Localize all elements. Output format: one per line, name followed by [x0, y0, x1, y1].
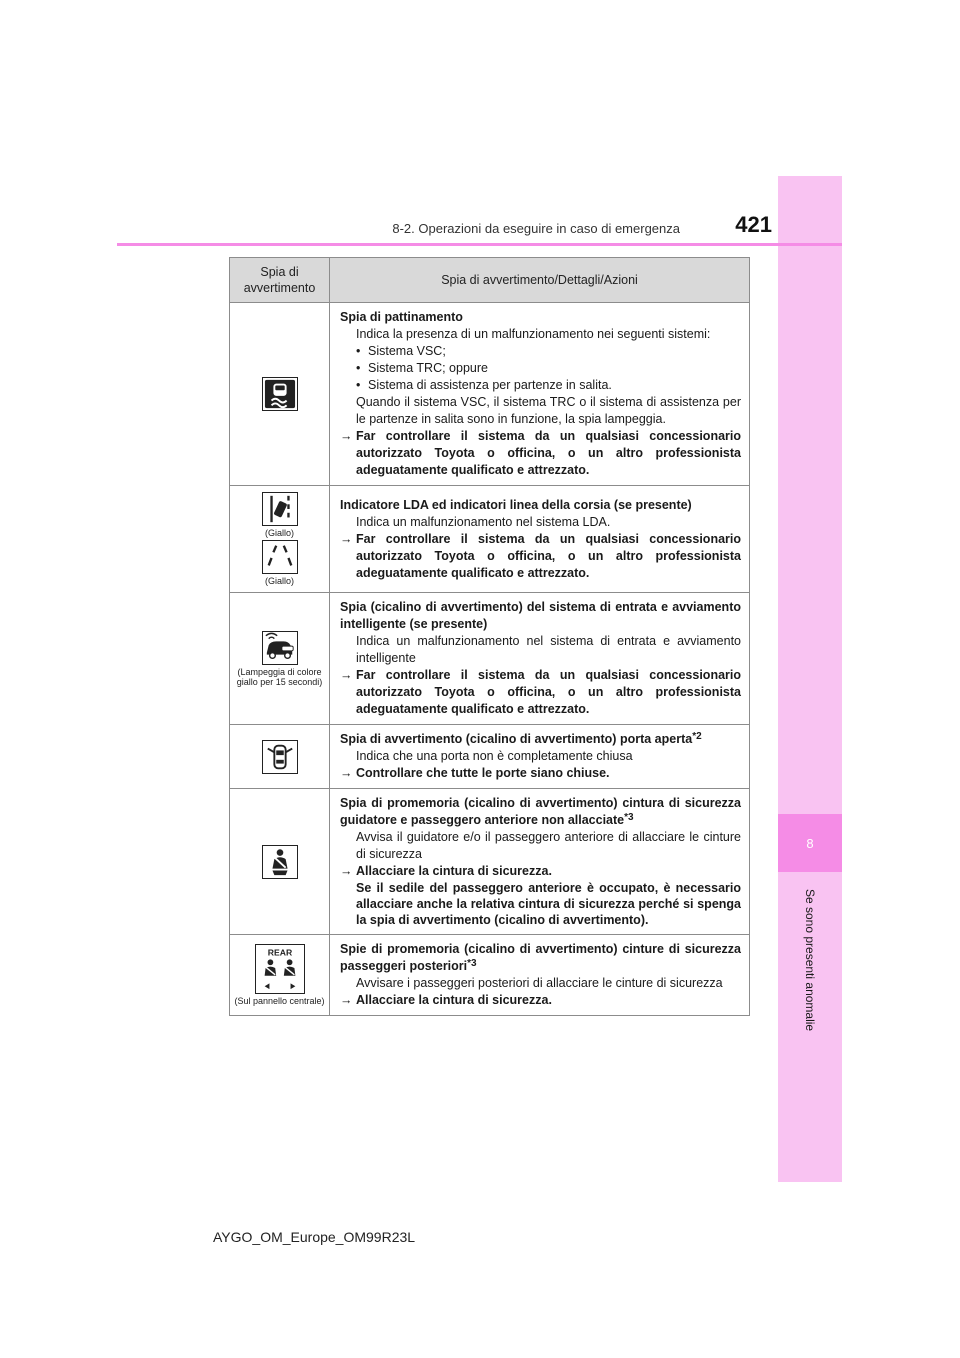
table-row — [230, 789, 750, 935]
row-title-wrap — [340, 795, 741, 829]
footnote-ref: *3 — [624, 812, 634, 823]
details-cell — [330, 789, 750, 935]
table-row — [230, 303, 750, 486]
row-description: Avvisa il guidatore e/o il passeggero anteriore di allacciare le cinture di sicurezza — [356, 830, 741, 861]
details-cell — [330, 935, 750, 1016]
icon-cell — [230, 935, 330, 1016]
row-title-wrap — [340, 941, 741, 975]
smart-key-icon — [262, 631, 298, 665]
row-description: Indica che una porta non è completamente chiusa — [356, 749, 633, 763]
row-action: → Far controllare il sistema da un qualsiasi concessionario autorizzato Toyota o officina, o un altro professionista adeguatamente qualificato e attrezzato. — [340, 428, 741, 479]
rear-seatbelt-icon — [255, 944, 305, 994]
details-cell — [330, 486, 750, 593]
table-row — [230, 486, 750, 593]
row-description: Indica un malfunzionamento nel sistema di entrata e avviamento intelligente — [356, 634, 741, 665]
row-description: Avvisare i passeggeri posteriori di allacciare le cinture di sicurezza — [356, 976, 723, 990]
icon-caption: (Sul pannello centrale) — [234, 996, 325, 1006]
icon-cell — [230, 725, 330, 789]
details-cell — [330, 725, 750, 789]
row-title: Spia (cicalino di avvertimento) del sistema di entrata e avviamento intelligente (se presente) — [340, 600, 741, 631]
column-header-icon: Spia di avvertimento — [230, 258, 330, 303]
footnote-ref: *3 — [467, 958, 477, 969]
list-item: • Sistema di assistenza per partenze in salita. — [356, 377, 741, 394]
icon-cell — [230, 486, 330, 593]
table-header-row — [230, 258, 750, 303]
list-item: • Sistema TRC; oppure — [356, 360, 741, 377]
door-open-icon — [262, 740, 298, 774]
row-title-wrap — [340, 731, 741, 748]
icon-caption: (Giallo) — [264, 528, 294, 538]
warning-lights-table — [229, 257, 750, 1016]
system-list — [340, 343, 741, 394]
section-title: 8-2. Operazioni da eseguire in caso di emergenza — [392, 221, 680, 236]
icon-caption: (Lampeggia di colore giallo per 15 secondi) — [236, 666, 323, 687]
row-title: Spie di promemoria (cicalino di avvertimento) cinture di sicurezza passeggeri posteriori — [340, 942, 741, 973]
row-title: Spia di pattinamento — [340, 310, 463, 324]
icon-cell — [230, 789, 330, 935]
list-item: • Sistema VSC; — [356, 343, 741, 360]
chapter-title: Se sono presenti anomalie — [803, 888, 817, 1032]
icon-cell — [230, 593, 330, 725]
footer-doc-id: AYGO_OM_Europe_OM99R23L — [213, 1229, 416, 1245]
header-divider — [117, 243, 842, 246]
chapter-number-tab[interactable] — [778, 814, 842, 872]
seatbelt-reminder-icon — [262, 845, 298, 879]
footnote-ref: *2 — [692, 731, 702, 742]
chapter-title-tab — [785, 880, 835, 1040]
chapter-number: 8 — [806, 835, 814, 851]
page-number: 421 — [735, 212, 772, 237]
lda-indicator-icon — [262, 492, 298, 526]
row-description: Indica un malfunzionamento nel sistema LDA. — [356, 514, 611, 529]
row-action: → Far controllare il sistema da un qualsiasi concessionario autorizzato Toyota o officina, o un altro professionista adeguatamente qualificato e attrezzato. — [340, 531, 741, 582]
row-note: Se il sedile del passeggero anteriore è occupato, è necessario allacciare anche la relativa cintura di sicurezza perché si spenga la spia di avvertimento (cicalino di avvertimento). — [356, 881, 741, 927]
table-row — [230, 593, 750, 725]
row-title: Spia di promemoria (cicalino di avvertimento) cintura di sicurezza guidatore e passeggero anteriore non allacciate — [340, 796, 741, 827]
table-row — [230, 935, 750, 1016]
table-row — [230, 725, 750, 789]
row-action: → Allacciare la cintura di sicurezza. — [340, 992, 741, 1009]
rear-label: REAR — [267, 947, 292, 958]
icon-caption: (Giallo) — [264, 576, 294, 586]
icon-cell — [230, 303, 330, 486]
row-title: Indicatore LDA ed indicatori linea della corsia (se presente) — [340, 497, 692, 512]
lane-lines-icon — [262, 540, 298, 574]
details-cell — [330, 593, 750, 725]
row-description: Indica la presenza di un malfunzionamento nei seguenti sistemi: — [356, 327, 711, 341]
row-action: → Allacciare la cintura di sicurezza. — [340, 863, 741, 880]
row-title: Spia di avvertimento (cicalino di avvertimento) porta aperta — [340, 732, 693, 746]
slip-indicator-icon — [262, 377, 298, 411]
row-action: → Far controllare il sistema da un qualsiasi concessionario autorizzato Toyota o officina, o un altro professionista adeguatamente qualificato e attrezzato. — [340, 667, 741, 718]
row-extra: Quando il sistema VSC, il sistema TRC o il sistema di assistenza per le partenze in salita sono in funzione, la spia lampeggia. — [356, 395, 741, 426]
row-action: → Controllare che tutte le porte siano chiuse. — [340, 765, 741, 782]
column-header-details: Spia di avvertimento/Dettagli/Azioni — [330, 258, 750, 303]
details-cell — [330, 303, 750, 486]
